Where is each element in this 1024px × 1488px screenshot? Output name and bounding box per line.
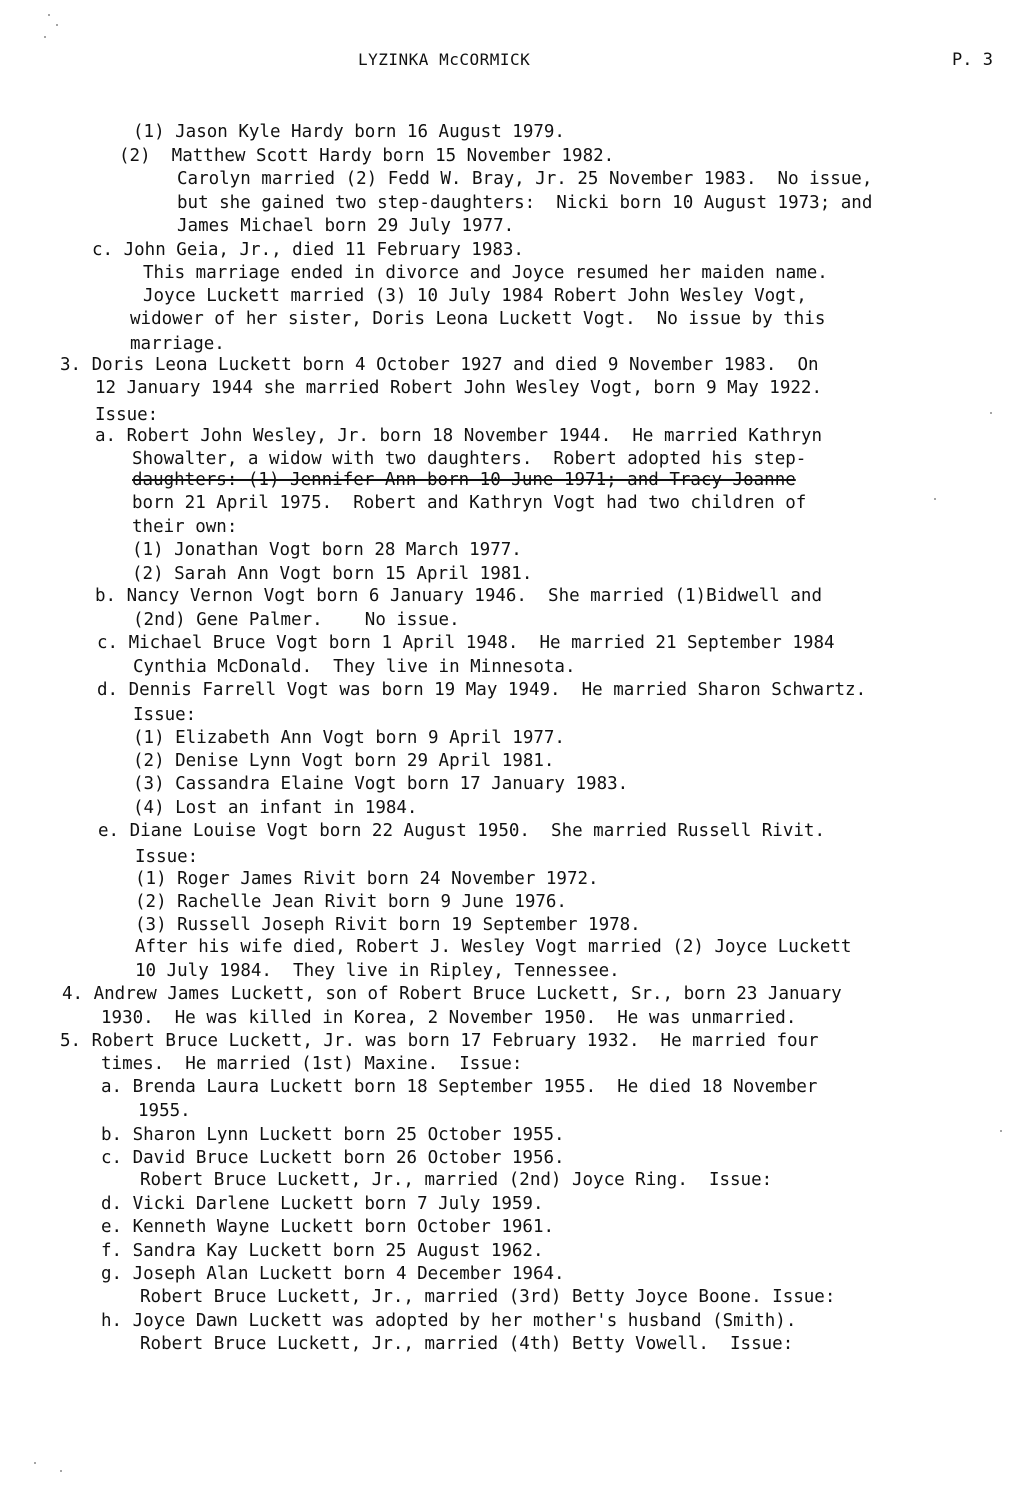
text-line: a. Brenda Laura Luckett born 18 September 1955. He died 18 November bbox=[101, 1077, 818, 1097]
text-line: b. Sharon Lynn Luckett born 25 October 1955. bbox=[101, 1125, 565, 1145]
text-line: (3) Russell Joseph Rivit born 19 September 1978. bbox=[135, 915, 641, 935]
text-line: (2) Rachelle Jean Rivit born 9 June 1976. bbox=[135, 892, 567, 912]
page-header-title: LYZINKA McCORMICK bbox=[358, 50, 531, 69]
text-line: b. Nancy Vernon Vogt born 6 January 1946. She married (1)Bidwell and bbox=[95, 586, 822, 606]
page-number: P. 3 bbox=[952, 50, 993, 70]
scan-speck bbox=[1000, 1130, 1002, 1132]
text-line: Issue: bbox=[95, 405, 159, 425]
text-line: f. Sandra Kay Luckett born 25 August 1962. bbox=[101, 1241, 544, 1261]
text-line: g. Joseph Alan Luckett born 4 December 1964. bbox=[101, 1264, 565, 1284]
scan-speck bbox=[60, 1470, 62, 1472]
text-line: (1) Jonathan Vogt born 28 March 1977. bbox=[132, 540, 522, 560]
text-line: Cynthia McDonald. They live in Minnesota. bbox=[133, 657, 576, 677]
text-line: widower of her sister, Doris Leona Luckett Vogt. No issue by this bbox=[130, 309, 826, 329]
text-line: Robert Bruce Luckett, Jr., married (4th) Betty Vowell. Issue: bbox=[140, 1334, 794, 1354]
text-line: d. Dennis Farrell Vogt was born 19 May 1949. He married Sharon Schwartz. bbox=[97, 680, 867, 700]
scan-speck bbox=[934, 498, 936, 500]
text-line: (4) Lost an infant in 1984. bbox=[133, 798, 418, 818]
text-line: c. David Bruce Luckett born 26 October 1956. bbox=[101, 1148, 565, 1168]
text-line: (1) Roger James Rivit born 24 November 1972. bbox=[135, 869, 599, 889]
text-line: 1955. bbox=[138, 1101, 191, 1121]
text-line: 1930. He was killed in Korea, 2 November 1950. He was unmarried. bbox=[101, 1008, 797, 1028]
text-line: Issue: bbox=[133, 705, 197, 725]
text-line: 3. Doris Leona Luckett born 4 October 1927 and died 9 November 1983. On bbox=[60, 355, 819, 375]
text-line: (3) Cassandra Elaine Vogt born 17 January 1983. bbox=[133, 774, 629, 794]
text-line: 12 January 1944 she married Robert John Wesley Vogt, born 9 May 1922. bbox=[95, 378, 822, 398]
text-line: (1) Jason Kyle Hardy born 16 August 1979. bbox=[133, 122, 565, 142]
text-line: a. Robert John Wesley, Jr. born 18 November 1944. He married Kathryn bbox=[95, 426, 822, 446]
scan-speck bbox=[48, 14, 50, 16]
text-line: (2) Sarah Ann Vogt born 15 April 1981. bbox=[132, 564, 533, 584]
text-line: Joyce Luckett married (3) 10 July 1984 Robert John Wesley Vogt, bbox=[143, 286, 807, 306]
scan-speck bbox=[990, 412, 992, 414]
text-line: (2nd) Gene Palmer. No issue. bbox=[133, 610, 460, 630]
scan-speck bbox=[34, 1462, 36, 1464]
text-line-struck: daughters: (1) Jennifer Ann born 10 June 1971; and Tracy Joanne bbox=[132, 470, 796, 490]
text-line: but she gained two step-daughters: Nicki born 10 August 1973; and bbox=[177, 193, 873, 213]
text-line: (1) Elizabeth Ann Vogt born 9 April 1977. bbox=[133, 728, 565, 748]
text-line: times. He married (1st) Maxine. Issue: bbox=[101, 1054, 523, 1074]
text-line: (2) Denise Lynn Vogt born 29 April 1981. bbox=[133, 751, 555, 771]
text-line: marriage. bbox=[130, 334, 225, 354]
text-line: Showalter, a widow with two daughters. Robert adopted his step- bbox=[132, 449, 807, 469]
text-line: James Michael born 29 July 1977. bbox=[177, 216, 515, 236]
text-line: This marriage ended in divorce and Joyce resumed her maiden name. bbox=[143, 263, 828, 283]
text-line: c. Michael Bruce Vogt born 1 April 1948. He married 21 September 1984 bbox=[97, 633, 835, 653]
text-line: d. Vicki Darlene Luckett born 7 July 1959. bbox=[101, 1194, 544, 1214]
text-line: their own: bbox=[132, 517, 238, 537]
text-line: Carolyn married (2) Fedd W. Bray, Jr. 25 November 1983. No issue, bbox=[177, 169, 873, 189]
text-line: born 21 April 1975. Robert and Kathryn Vogt had two children of bbox=[132, 493, 807, 513]
text-line: 10 July 1984. They live in Ripley, Tennessee. bbox=[135, 961, 620, 981]
text-line: Robert Bruce Luckett, Jr., married (2nd) Joyce Ring. Issue: bbox=[140, 1170, 773, 1190]
text-line: h. Joyce Dawn Luckett was adopted by her mother's husband (Smith). bbox=[101, 1311, 797, 1331]
scan-speck bbox=[44, 36, 46, 38]
scan-speck bbox=[56, 24, 58, 26]
text-line: c. John Geia, Jr., died 11 February 1983. bbox=[92, 240, 524, 260]
text-line: Robert Bruce Luckett, Jr., married (3rd) Betty Joyce Boone. Issue: bbox=[140, 1287, 836, 1307]
text-line: (2) Matthew Scott Hardy born 15 November 1982. bbox=[119, 146, 615, 166]
text-line: e. Kenneth Wayne Luckett born October 1961. bbox=[101, 1217, 555, 1237]
text-line: e. Diane Louise Vogt born 22 August 1950. She married Russell Rivit. bbox=[98, 821, 825, 841]
text-line: 5. Robert Bruce Luckett, Jr. was born 17 February 1932. He married four bbox=[60, 1031, 819, 1051]
text-line: Issue: bbox=[135, 847, 199, 867]
text-line: 4. Andrew James Luckett, son of Robert Bruce Luckett, Sr., born 23 January bbox=[62, 984, 842, 1004]
text-line: After his wife died, Robert J. Wesley Vogt married (2) Joyce Luckett bbox=[135, 937, 852, 957]
